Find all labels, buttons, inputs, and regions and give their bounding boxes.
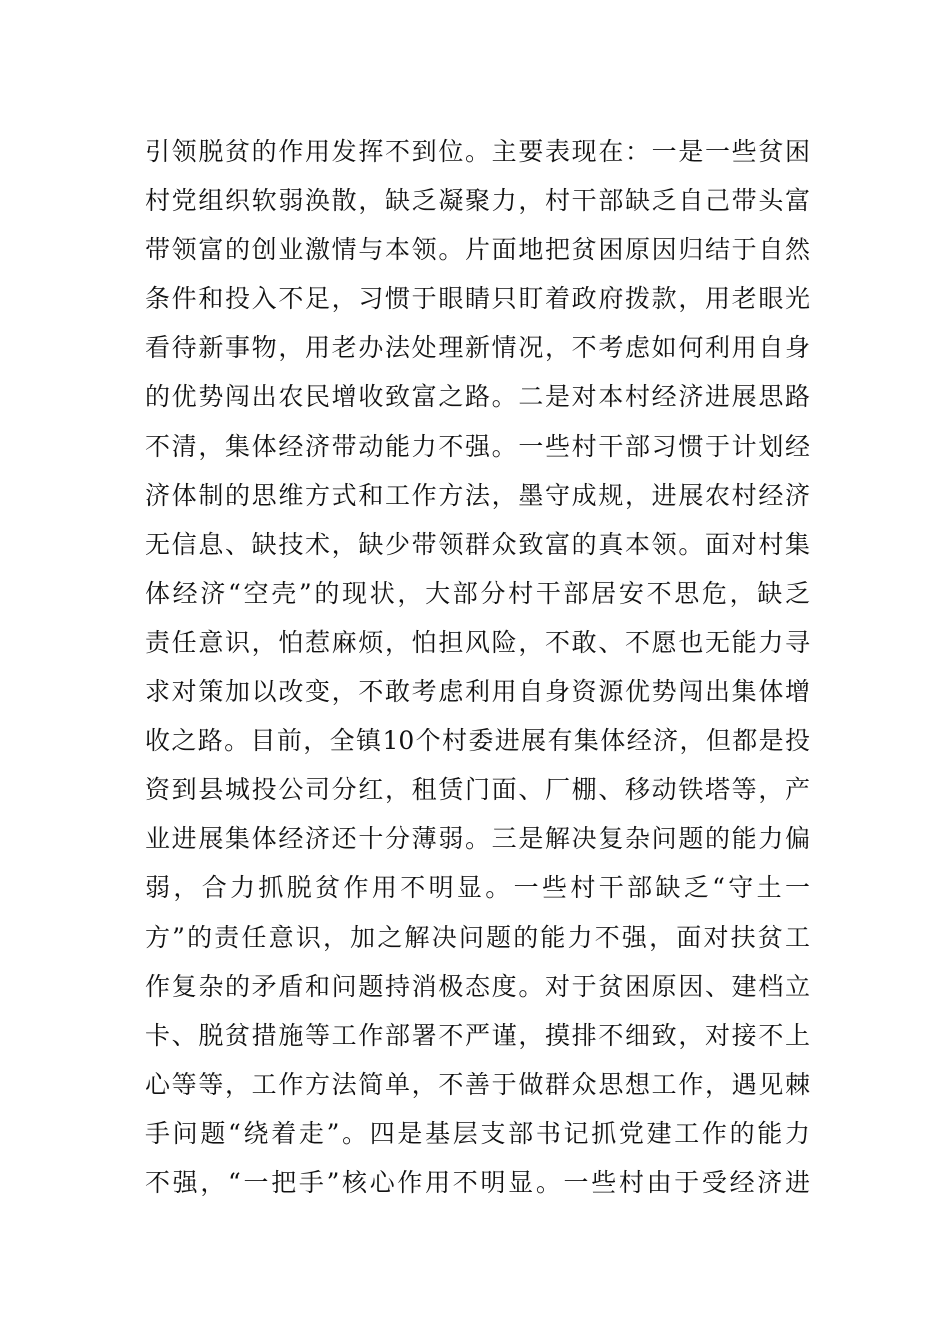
text-line: 条件和投入不足，习惯于眼睛只盯着政府拨款，用老眼光 bbox=[145, 284, 810, 314]
text-line: 村党组织软弱涣散，缺乏凝聚力，村干部缺乏自己带头富 bbox=[145, 186, 810, 216]
text-line: 手问题“绕着走”。四是基层支部书记抓党建工作的能力 bbox=[145, 1118, 810, 1148]
text-line: 体经济“空壳”的现状，大部分村干部居安不思危，缺乏 bbox=[145, 578, 810, 608]
text-line: 收之路。目前，全镇10个村委进展有集体经济，但都是投 bbox=[145, 726, 810, 756]
text-line: 带领富的创业激情与本领。片面地把贫困原因归结于自然 bbox=[145, 235, 810, 265]
text-line: 责任意识，怕惹麻烦，怕担风险，不敢、不愿也无能力寻 bbox=[145, 627, 810, 657]
text-line: 心等等，工作方法简单，不善于做群众思想工作，遇见棘 bbox=[145, 1069, 810, 1099]
text-line: 业进展集体经济还十分薄弱。三是解决复杂问题的能力偏 bbox=[145, 824, 810, 854]
body-text bbox=[145, 127, 810, 1207]
text-line: 的优势闯出农民增收致富之路。二是对本村经济进展思路 bbox=[145, 382, 810, 412]
text-line: 济体制的思维方式和工作方法，墨守成规，进展农村经济 bbox=[145, 480, 810, 510]
text-line: 不清，集体经济带动能力不强。一些村干部习惯于计划经 bbox=[145, 431, 810, 461]
text-line: 看待新事物，用老办法处理新情况，不考虑如何利用自身 bbox=[145, 333, 810, 363]
text-line: 卡、脱贫措施等工作部署不严谨，摸排不细致，对接不上 bbox=[145, 1020, 810, 1050]
text-line: 引领脱贫的作用发挥不到位。主要表现在：一是一些贫困 bbox=[145, 137, 810, 166]
text-line: 作复杂的矛盾和问题持消极态度。对于贫困原因、建档立 bbox=[145, 971, 810, 1001]
text-line: 求对策加以改变，不敢考虑利用自身资源优势闯出集体增 bbox=[145, 677, 810, 707]
text-line: 资到县城投公司分红，租赁门面、厂棚、移动铁塔等，产 bbox=[145, 775, 810, 805]
text-line: 方”的责任意识，加之解决问题的能力不强，面对扶贫工 bbox=[145, 922, 810, 952]
text-line: 无信息、缺技术，缺少带领群众致富的真本领。面对村集 bbox=[145, 529, 810, 559]
text-line: 弱，合力抓脱贫作用不明显。一些村干部缺乏“守土一 bbox=[145, 873, 810, 903]
text-line: 不强，“一把手”核心作用不明显。一些村由于受经济进 bbox=[145, 1167, 810, 1197]
